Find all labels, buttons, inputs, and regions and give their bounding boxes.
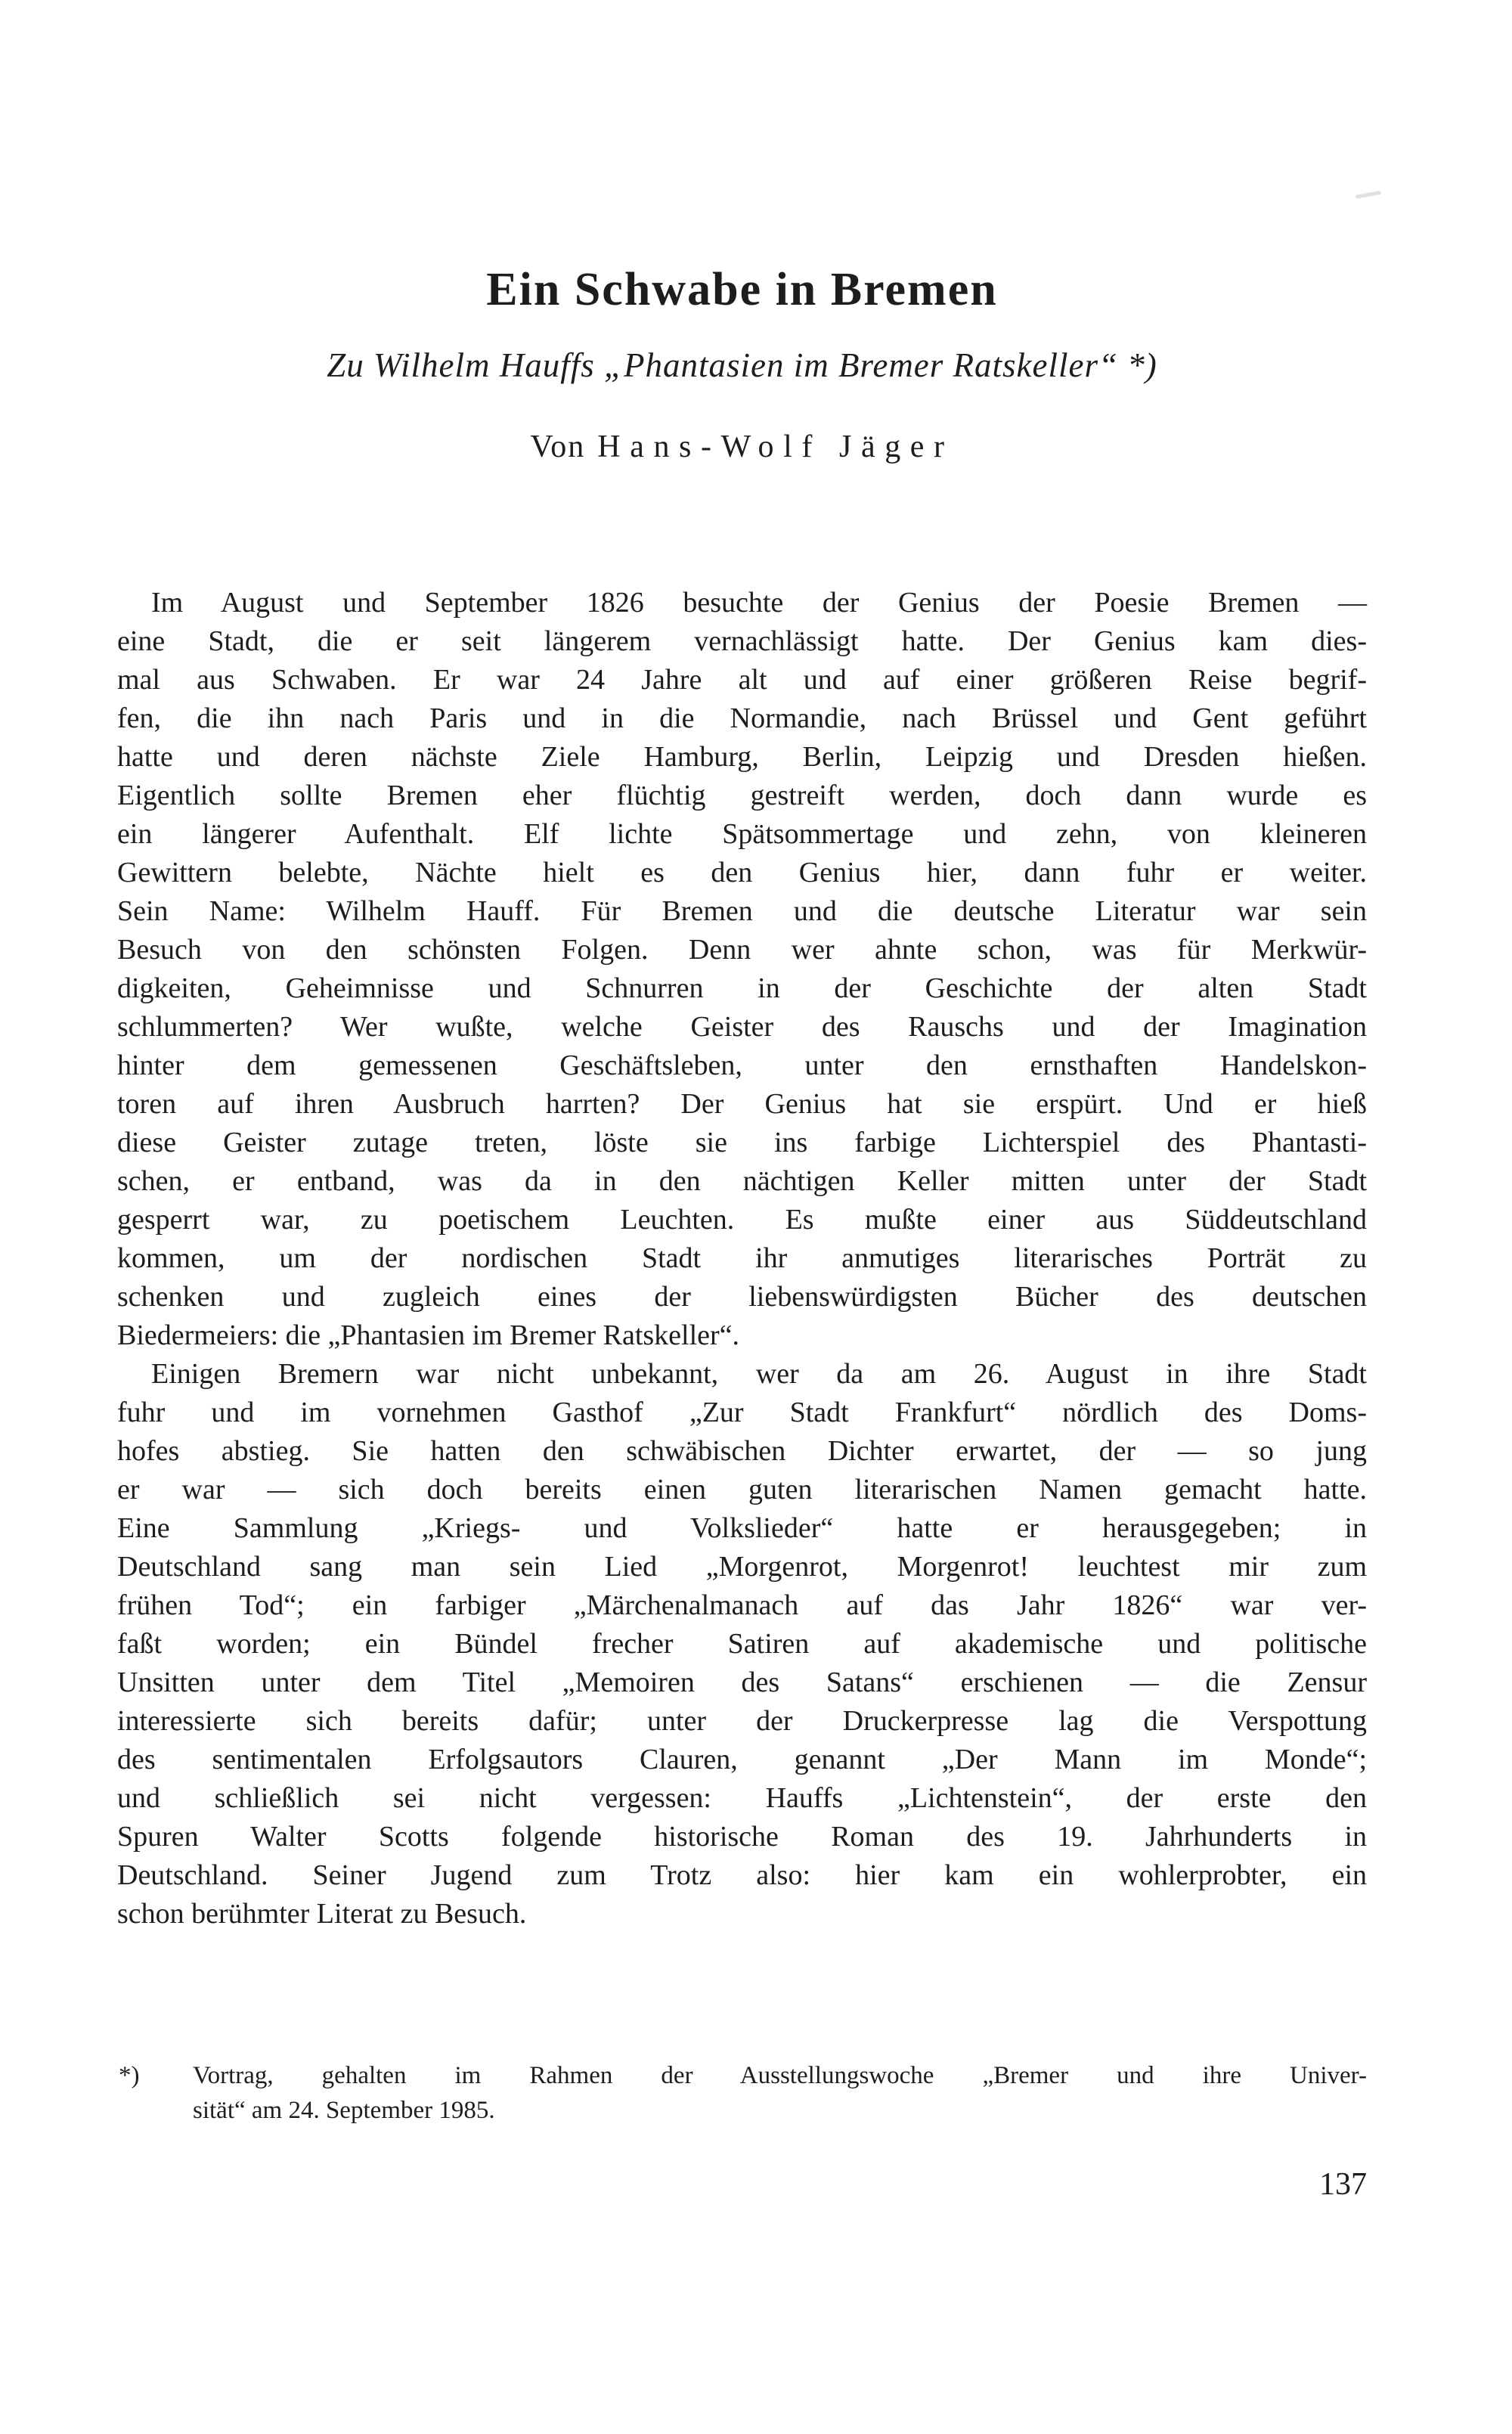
text-line: Eine Sammlung „Kriegs- und Volkslieder“ hatte er herausgegeben; in [117, 1512, 1367, 1544]
text-line: toren auf ihren Ausbruch harrten? Der Genius hat sie erspürt. Und er hieß [117, 1088, 1367, 1120]
text-line: hatte und deren nächste Ziele Hamburg, Berlin, Leipzig und Dresden hießen. [117, 741, 1367, 773]
text-line: schlummerten? Wer wußte, welche Geister des Rauschs und der Imagination [117, 1011, 1367, 1043]
subtitle: Zu Wilhelm Hauffs „Phantasien im Bremer Ratskeller“ *) [327, 346, 1157, 384]
text-line: mal aus Schwaben. Er war 24 Jahre alt und auf einer größeren Reise begrif- [117, 664, 1367, 696]
text-line: er war — sich doch bereits einen guten literarischen Namen gemacht hatte. [117, 1474, 1367, 1505]
text-line: Unsitten unter dem Titel „Memoiren des Satans“ erschienen — die Zensur [117, 1667, 1367, 1698]
text-line: Sein Name: Wilhelm Hauff. Für Bremen und die deutsche Literatur war sein [117, 895, 1367, 927]
footnote-marker: *) [119, 2062, 140, 2089]
page-number: 137 [1319, 2167, 1367, 2202]
text-line: schon berühmter Literat zu Besuch. [117, 1898, 527, 1930]
paragraph-1 [117, 584, 1367, 1355]
text-line: Besuch von den schönsten Folgen. Denn wer ahnte schon, was für Merkwür- [117, 934, 1367, 966]
byline-prefix: Von [530, 429, 586, 464]
text-line: Einigen Bremern war nicht unbekannt, wer da am 26. August in ihre Stadt [151, 1358, 1367, 1390]
footnote-text [193, 2058, 1367, 2128]
text-line: ein längerer Aufenthalt. Elf lichte Spätsommertage und zehn, von kleineren [117, 818, 1367, 850]
text-line: kommen, um der nordischen Stadt ihr anmutiges literarisches Porträt zu [117, 1242, 1367, 1274]
text-line: Spuren Walter Scotts folgende historische Roman des 19. Jahrhunderts in [117, 1821, 1367, 1853]
text-line: Biedermeiers: die „Phantasien im Bremer Ratskeller“. [117, 1319, 740, 1351]
text-line: Im August und September 1826 besuchte der Genius der Poesie Bremen — [151, 587, 1367, 619]
paragraph-2 [117, 1355, 1367, 1933]
text-line: Gewittern belebte, Nächte hielt es den Genius hier, dann fuhr er weiter. [117, 857, 1367, 888]
text-line: und schließlich sei nicht vergessen: Hauffs „Lichtenstein“, der erste den [117, 1782, 1367, 1814]
text-line: fuhr und im vornehmen Gasthof „Zur Stadt Frankfurt“ nördlich des Doms- [117, 1397, 1367, 1428]
text-line: Eigentlich sollte Bremen eher flüchtig gestreift werden, doch dann wurde es [117, 780, 1367, 811]
text-line: eine Stadt, die er seit längerem vernachlässigt hatte. Der Genius kam dies- [117, 625, 1367, 657]
text-line: diese Geister zutage treten, löste sie ins farbige Lichterspiel des Phantasti- [117, 1127, 1367, 1158]
text-line: hinter dem gemessenen Geschäftsleben, unter den ernsthaften Handelskon- [117, 1050, 1367, 1081]
text-line: frühen Tod“; ein farbiger „Märchenalmanach auf das Jahr 1826“ war ver- [117, 1589, 1367, 1621]
text-line: Vortrag, gehalten im Rahmen der Ausstellungswoche „Bremer und ihre Univer- [193, 2062, 1367, 2089]
author-name: Hans-Wolf Jäger [597, 429, 954, 464]
page-title: Ein Schwabe in Bremen [486, 264, 998, 315]
text-line: faßt worden; ein Bündel frecher Satiren auf akademische und politische [117, 1628, 1367, 1660]
text-line: gesperrt war, zu poetischem Leuchten. Es mußte einer aus Süddeutschland [117, 1204, 1367, 1236]
text-line: Deutschland. Seiner Jugend zum Trotz also: hier kam ein wohlerprobter, ein [117, 1859, 1367, 1891]
text-line: hofes abstieg. Sie hatten den schwäbischen Dichter erwartet, der — so jung [117, 1435, 1367, 1467]
body-text [117, 584, 1367, 1933]
text-line: digkeiten, Geheimnisse und Schnurren in der Geschichte der alten Stadt [117, 972, 1367, 1004]
footnote [117, 2058, 1367, 2128]
text-line: des sentimentalen Erfolgsautors Clauren, genannt „Der Mann im Monde“; [117, 1744, 1367, 1775]
text-line: schen, er entband, was da in den nächtigen Keller mitten unter der Stadt [117, 1165, 1367, 1197]
text-line: Deutschland sang man sein Lied „Morgenrot, Morgenrot! leuchtest mir zum [117, 1551, 1367, 1583]
text-line: sität“ am 24. September 1985. [193, 2097, 495, 2124]
text-line: schenken und zugleich eines der liebenswürdigsten Bücher des deutschen [117, 1281, 1367, 1313]
text-line: fen, die ihn nach Paris und in die Normandie, nach Brüssel und Gent geführt [117, 702, 1367, 734]
text-line: interessierte sich bereits dafür; unter der Druckerpresse lag die Verspottung [117, 1705, 1367, 1737]
byline [117, 429, 1367, 464]
